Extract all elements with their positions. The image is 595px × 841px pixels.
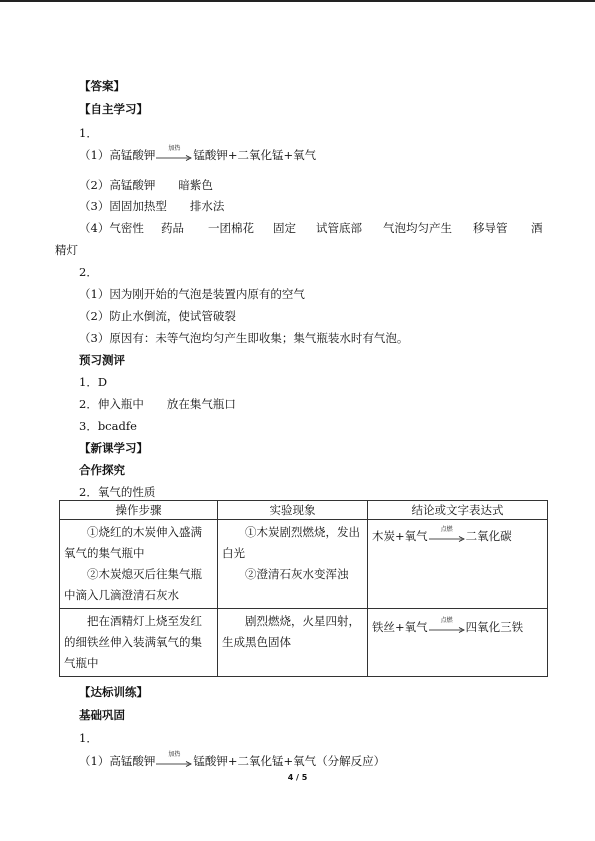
equation-right: 二氧化碳 xyxy=(465,529,512,543)
obs: 剧烈燃烧，火星四射，生成黑色固体 xyxy=(222,614,360,649)
page-top-border xyxy=(0,0,595,2)
cell-phenomena xyxy=(218,609,368,677)
obs-a: ①木炭剧烈燃烧，发出白光 xyxy=(222,525,360,560)
header-conclusion: 结论或文字表达式 xyxy=(368,501,548,520)
cell-equation xyxy=(368,609,548,677)
step-a: ①烧红的木炭伸入盛满氧气的集气瓶中 xyxy=(64,525,202,560)
cell-steps xyxy=(60,609,218,677)
equation-iron xyxy=(372,617,543,638)
table-row xyxy=(60,520,548,609)
item-number-2: 2． xyxy=(79,265,98,279)
equation-left: 铁丝+氧气 xyxy=(372,620,428,634)
training-answer-1-1 xyxy=(79,751,386,769)
page-number: 4 / 5 xyxy=(287,773,308,782)
ignite-arrow xyxy=(429,617,465,635)
answer-2-3: （3）原因有：未等气泡均匀产生即收集；集气瓶装水时有气泡。 xyxy=(79,331,409,345)
blank-6: 气泡均匀产生 xyxy=(383,221,452,235)
answer-1-3: （3）固固加热型 排水法 xyxy=(79,199,225,213)
preview-answer-3: 3．bcadfe xyxy=(79,419,137,433)
arrow-condition: 点燃 xyxy=(440,617,453,624)
answer-2-2: （2）防止水倒流，使试管破裂 xyxy=(79,309,236,323)
answer-1-4-continuation: 精灯 xyxy=(55,243,78,257)
cell-phenomena xyxy=(218,520,368,609)
item-number-1: 1． xyxy=(79,126,98,140)
blank-2: 药品 xyxy=(161,221,184,235)
equation-carbon xyxy=(372,526,543,547)
product-text: 锰酸钾+二氧化锰+氧气（分解反应） xyxy=(193,754,386,768)
table-header-row xyxy=(60,501,548,520)
reactant-text: （1）高锰酸钾 xyxy=(79,754,156,768)
arrow-condition: 加热 xyxy=(168,145,181,152)
header-steps: 操作步骤 xyxy=(60,501,218,520)
answer-1-2: （2）高锰酸钾 暗紫色 xyxy=(79,178,213,192)
blank-4: 固定 xyxy=(273,221,296,235)
blank-5: 试管底部 xyxy=(316,221,362,235)
blank-8: 酒 xyxy=(531,221,543,235)
ignite-arrow xyxy=(429,526,465,544)
heating-arrow xyxy=(156,751,192,769)
step-b: ②木炭熄灭后往集气瓶中滴入几滴澄清石灰水 xyxy=(64,567,202,602)
preview-answer-2: 2．伸入瓶中 放在集气瓶口 xyxy=(79,397,236,411)
heading-target-training: 【达标训练】 xyxy=(79,685,148,699)
arrow-condition: 加热 xyxy=(168,751,181,758)
answer-1-1 xyxy=(79,145,317,163)
cell-equation xyxy=(368,520,548,609)
equation-left: 木炭+氧气 xyxy=(372,529,428,543)
oxygen-properties-table xyxy=(59,500,548,677)
heading-basic-consolidation: 基础巩固 xyxy=(79,708,125,722)
reactant-text: （1）高锰酸钾 xyxy=(79,148,156,162)
obs-b: ②澄清石灰水变浑浊 xyxy=(245,567,349,581)
blank-7: 移导管 xyxy=(473,221,508,235)
table-row xyxy=(60,609,548,677)
heading-cooperative-inquiry: 合作探究 xyxy=(79,463,125,477)
blank-3: 一团棉花 xyxy=(208,221,254,235)
step: 把在酒精灯上烧至发红的细铁丝伸入装满氧气的集气瓶中 xyxy=(64,614,202,670)
training-item-number-1: 1． xyxy=(79,731,98,745)
table-caption: 2．氧气的性质 xyxy=(79,485,156,499)
heading-new-lesson: 【新课学习】 xyxy=(79,441,148,455)
product-text: 锰酸钾+二氧化锰+氧气 xyxy=(193,148,317,162)
heading-self-study: 【自主学习】 xyxy=(79,102,148,116)
arrow-condition: 点燃 xyxy=(440,526,453,533)
blank-1: （4）气密性 xyxy=(79,221,144,235)
heading-answer: 【答案】 xyxy=(79,79,125,93)
preview-answer-1: 1．D xyxy=(79,375,108,389)
answer-2-1: （1）因为刚开始的气泡是装置内原有的空气 xyxy=(79,287,305,301)
heading-preview-test: 预习测评 xyxy=(79,353,125,367)
header-phenomena: 实验现象 xyxy=(218,501,368,520)
cell-steps xyxy=(60,520,218,609)
equation-right: 四氧化三铁 xyxy=(465,620,524,634)
heating-arrow xyxy=(156,145,192,163)
